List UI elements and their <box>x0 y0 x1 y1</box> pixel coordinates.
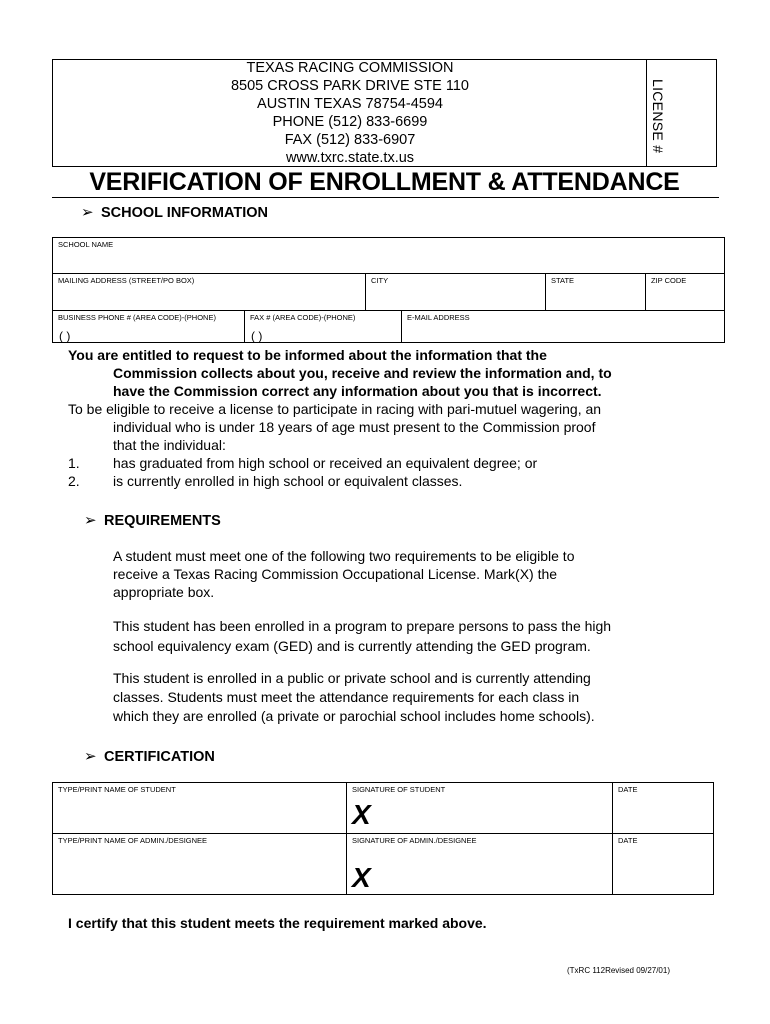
student-name-label: TYPE/PRINT NAME OF STUDENT <box>58 785 176 794</box>
business-phone-label: BUSINESS PHONE # (AREA CODE)-(PHONE) <box>58 313 216 322</box>
requirement-option-ged-line: This student has been enrolled in a program to prepare persons to pass the high <box>113 618 612 634</box>
mailing-address-field[interactable] <box>52 273 366 311</box>
admin-signature-field[interactable] <box>346 833 613 895</box>
document-title: VERIFICATION OF ENROLLMENT & ATTENDANCE <box>89 168 680 196</box>
city-field[interactable] <box>365 273 546 311</box>
requirements-intro-line: appropriate box. <box>113 584 215 600</box>
school-name-field[interactable] <box>52 237 725 274</box>
requirement-option-school-line: This student is enrolled in a public or private school and is currently attending <box>113 670 591 686</box>
zip-field[interactable] <box>645 273 725 311</box>
eligibility-item-2: is currently enrolled in high school or equivalent classes. <box>113 473 463 489</box>
license-number-field[interactable] <box>646 59 676 167</box>
zip-label: ZIP CODE <box>651 276 687 285</box>
form-revision-footer: (TxRC 112Revised 09/27/01) <box>566 966 670 975</box>
school-info-heading-text: SCHOOL INFORMATION <box>101 205 269 221</box>
arrow-bullet-icon: ➢ <box>84 748 97 765</box>
email-label: E-MAIL ADDRESS <box>407 313 470 322</box>
requirement-option-ged-line: school equivalency exam (GED) and is currently attending the GED program. <box>113 638 591 654</box>
privacy-line-2: Commission collects about you, receive and review the information and, to <box>113 365 612 381</box>
mailing-address-label: MAILING ADDRESS (STREET/PO BOX) <box>58 276 195 285</box>
agency-name: TEXAS RACING COMMISSION <box>246 60 454 76</box>
requirements-heading <box>84 511 221 529</box>
student-date-field[interactable] <box>612 782 714 834</box>
requirement-option-school-line: classes. Students must meet the attendance requirements for each class in <box>113 689 580 705</box>
fax-label: FAX # (AREA CODE)-(PHONE) <box>250 313 356 322</box>
agency-website: www.txrc.state.tx.us <box>285 150 415 166</box>
state-field[interactable] <box>545 273 646 311</box>
agency-fax: FAX (512) 833-6907 <box>284 132 416 148</box>
admin-date-field[interactable] <box>612 833 714 895</box>
license-label: LICENSE # <box>650 79 666 154</box>
eligibility-line-2: individual who is under 18 years of age must present to the Commission proof <box>113 419 596 435</box>
student-signature-x-mark: X <box>352 799 371 830</box>
agency-street: 8505 CROSS PARK DRIVE STE 110 <box>230 78 469 94</box>
eligibility-line-1: To be eligible to receive a license to participate in racing with pari-mutuel wagering, an <box>68 401 602 417</box>
admin-signature-label: SIGNATURE OF ADMIN./DESIGNEE <box>352 836 477 845</box>
student-signature-field[interactable] <box>346 782 613 834</box>
title-underline <box>52 197 719 198</box>
certification-heading <box>84 747 215 765</box>
student-date-label: DATE <box>618 785 638 794</box>
admin-date-label: DATE <box>618 836 638 845</box>
student-name-field[interactable] <box>52 782 347 834</box>
fax-area-code: ( ) <box>251 329 263 343</box>
requirements-heading-text: REQUIREMENTS <box>104 513 221 529</box>
agency-phone: PHONE (512) 833-6699 <box>272 114 428 130</box>
privacy-line-1: You are entitled to request to be informed about the information that the <box>68 347 547 363</box>
agency-address-block <box>52 59 648 167</box>
eligibility-item-1: has graduated from high school or received an equivalent degree; or <box>113 455 538 471</box>
eligibility-item-number-2: 2. <box>68 473 80 489</box>
phone-area-code: ( ) <box>59 329 71 343</box>
student-signature-label: SIGNATURE OF STUDENT <box>352 785 446 794</box>
requirements-intro-line: A student must meet one of the following two requirements to be eligible to <box>113 548 575 564</box>
eligibility-item-number-1: 1. <box>68 455 80 471</box>
admin-name-label: TYPE/PRINT NAME OF ADMIN./DESIGNEE <box>58 836 208 845</box>
privacy-line-3: have the Commission correct any information about you that is incorrect. <box>113 383 602 399</box>
certification-heading-text: CERTIFICATION <box>104 749 215 765</box>
admin-signature-x-mark: X <box>352 862 371 893</box>
city-label: CITY <box>371 276 389 285</box>
requirement-option-ged[interactable] <box>113 616 673 656</box>
requirement-option-school[interactable] <box>113 669 673 726</box>
arrow-bullet-icon: ➢ <box>81 204 94 221</box>
requirements-intro <box>113 547 673 601</box>
fax-field[interactable] <box>244 310 402 343</box>
school-name-label: SCHOOL NAME <box>58 240 114 249</box>
email-field[interactable] <box>401 310 725 343</box>
business-phone-field[interactable] <box>52 310 245 343</box>
state-label: STATE <box>551 276 575 285</box>
requirement-option-school-line: which they are enrolled (a private or parochial school includes home schools). <box>113 708 595 724</box>
agency-city: AUSTIN TEXAS 78754-4594 <box>257 96 443 112</box>
school-info-heading <box>81 203 268 221</box>
eligibility-line-3: that the individual: <box>113 437 226 453</box>
arrow-bullet-icon: ➢ <box>84 512 97 529</box>
certify-statement: I certify that this student meets the requirement marked above. <box>68 915 487 931</box>
admin-name-field[interactable] <box>52 833 347 895</box>
requirements-intro-line: receive a Texas Racing Commission Occupational License. Mark(X) the <box>113 566 558 582</box>
